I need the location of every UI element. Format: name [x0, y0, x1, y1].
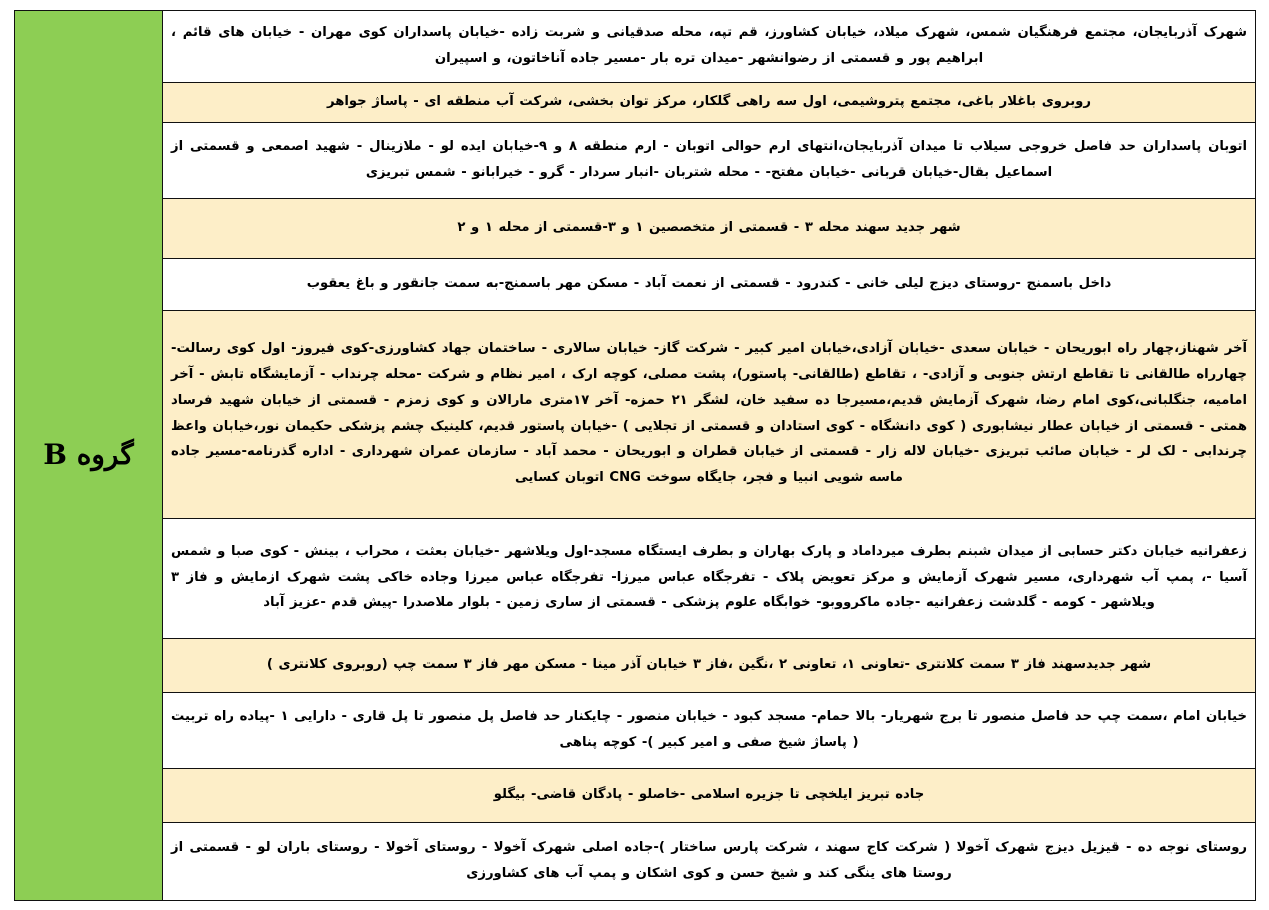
- address-cell: زعفرانیه خیابان دکتر حسابی از میدان شبنم بطرف میرداماد و پارک بهاران و بطرف ایستگاه مسجد-اول ویلاشهر -خیابان بعثت ، محراب ، بینش - کوی صبا و شمس آسیا -، پمپ آب شهرداری، مسیر شهرک آزمایش و مرکز تعویض پلاک - تفرجگاه عباس میرزا- تفرجگاه عباس میرزا وجاده خاکی پشت شهرک ازمایش و فاز ۳ ویلاشهر - کومه - گلدشت زعفرانیه -جاده ماکرووبو- خوابگاه علوم پزشکی - قسمتی از ساری زمین - بلوار ملاصدرا -پیش قدم -عزیز آباد: [163, 519, 1256, 639]
- table-body: [15, 11, 1256, 901]
- address-cell: شهر جدیدسهند فاز ۳ سمت کلانتری -تعاونی ۱، تعاونی ۲ ،نگین ،فاز ۳ خیابان آذر مینا - مسکن مهر فاز ۳ سمت چپ (روبروی کلانتری ): [163, 639, 1256, 693]
- table-row: [15, 311, 1256, 519]
- group-label: گروه B: [43, 438, 134, 471]
- address-cell: روستای نوجه ده - قیزیل دیزج شهرک آخولا ( شرکت کاج سهند ، شرکت پارس ساختار )-جاده اصلی شهرک آخولا - روستای آخولا - روستای باران لو - قسمتی از روستا های ینگی کند و شیخ حسن و کوی اشکان و پمپ آب های کشاورزی: [163, 823, 1256, 901]
- table-row: [15, 823, 1256, 901]
- address-cell: شهر جدید سهند محله ۳ - قسمتی از متخصصین ۱ و ۳-قسمتی از محله ۱ و ۲: [163, 199, 1256, 259]
- address-group-table: [14, 10, 1256, 901]
- address-cell: خیابان امام ،سمت چپ حد فاصل منصور تا برج شهریار- بالا حمام- مسجد کبود - خیابان منصور - چایکنار حد فاصل پل منصور تا پل قاری - دارایی ۱ -پیاده راه تربیت ( پاساژ شیخ صفی و امیر کبیر )- کوچه پناهی: [163, 693, 1256, 769]
- group-column-cell: [15, 11, 163, 901]
- table-row: [15, 83, 1256, 123]
- address-cell: اتوبان پاسداران حد فاصل خروجی سیلاب تا میدان آذربایجان،انتهای ارم حوالی اتوبان - ارم منطقه ۸ و ۹-خیابان ایده لو - ملازینال - شهید اصمعی و قسمتی از اسماعیل بقال-خیابان قربانی -خیابان مفتح- - محله شتربان -انبار سردار - گرو - خیرابانو - شمس تبریزی: [163, 123, 1256, 199]
- address-cell: داخل باسمنج -روستای دیزج لیلی خانی - کندرود - قسمتی از نعمت آباد - مسکن مهر باسمنج-به سمت جانقور و باغ یعقوب: [163, 259, 1256, 311]
- table-row: [15, 693, 1256, 769]
- table-row: [15, 639, 1256, 693]
- address-cell: شهرک آذربایجان، مجتمع فرهنگیان شمس، شهرک میلاد، خیابان کشاورز، قم تپه، محله صدقیانی و شربت زاده -خیابان پاسداران کوی مهران - خیابان های قائم ، ابراهیم پور و قسمتی از رضوانشهر -میدان تره بار -مسیر جاده آناخاتون، و اسپیران: [163, 11, 1256, 83]
- table-row: [15, 259, 1256, 311]
- address-cell: جاده تبریز ایلخچی تا جزیره اسلامی -خاصلو - پادگان قاضی- بیگلو: [163, 769, 1256, 823]
- table-row: [15, 519, 1256, 639]
- table-row: [15, 199, 1256, 259]
- address-cell: آخر شهناز،چهار راه ابوریحان - خیابان سعدی -خیابان آزادی،خیابان امیر کبیر - شرکت گاز- خیابان سالاری - ساختمان جهاد کشاورزی-کوی فیروز- اول کوی رسالت- چهارراه طالقانی تا تقاطع ارتش جنوبی و آزادی- ، تقاطع (طالقانی- پاستور)، پشت مصلی، کوچه ارک ، امیر نظام و شرکت -محله چرنداب - آزمایشگاه تابش - آخر امامیه، جنگلبانی،کوی امام رضا، شهرک آزمایش قدیم،مسیرجا ده سفید خان، لشگر ۲۱ حمزه- آخر ۱۷متری مارالان و کوی زمزم - قسمتی از خیابان شهید فرساد همتی - قسمتی از خیابان عطار نیشابوری ( کوی دانشگاه - کوی استادان و قسمتی از تجلایی ) -خیابان پاستور قدیم، کلینیک چشم پزشکی حکیمان نور،خیابان واعظ چرندابی - لک لر - خیابان صائب تبریزی -خیابان لاله زار - قسمتی از خیابان قطران و ابوریحان - محمد آباد - سازمان عمران شهرداری - اداره گذرنامه-مسیر جاده ماسه شویی انبیا و فجر، جایگاه سوخت CNG اتوبان کسایی: [163, 311, 1256, 519]
- table-row: [15, 11, 1256, 83]
- table-row: [15, 769, 1256, 823]
- address-cell: روبروی باغلار باغی، مجتمع پتروشیمی، اول سه راهی گلکار، مرکز توان بخشی، شرکت آب منطقه ای - پاساژ جواهر: [163, 83, 1256, 123]
- table-row: [15, 123, 1256, 199]
